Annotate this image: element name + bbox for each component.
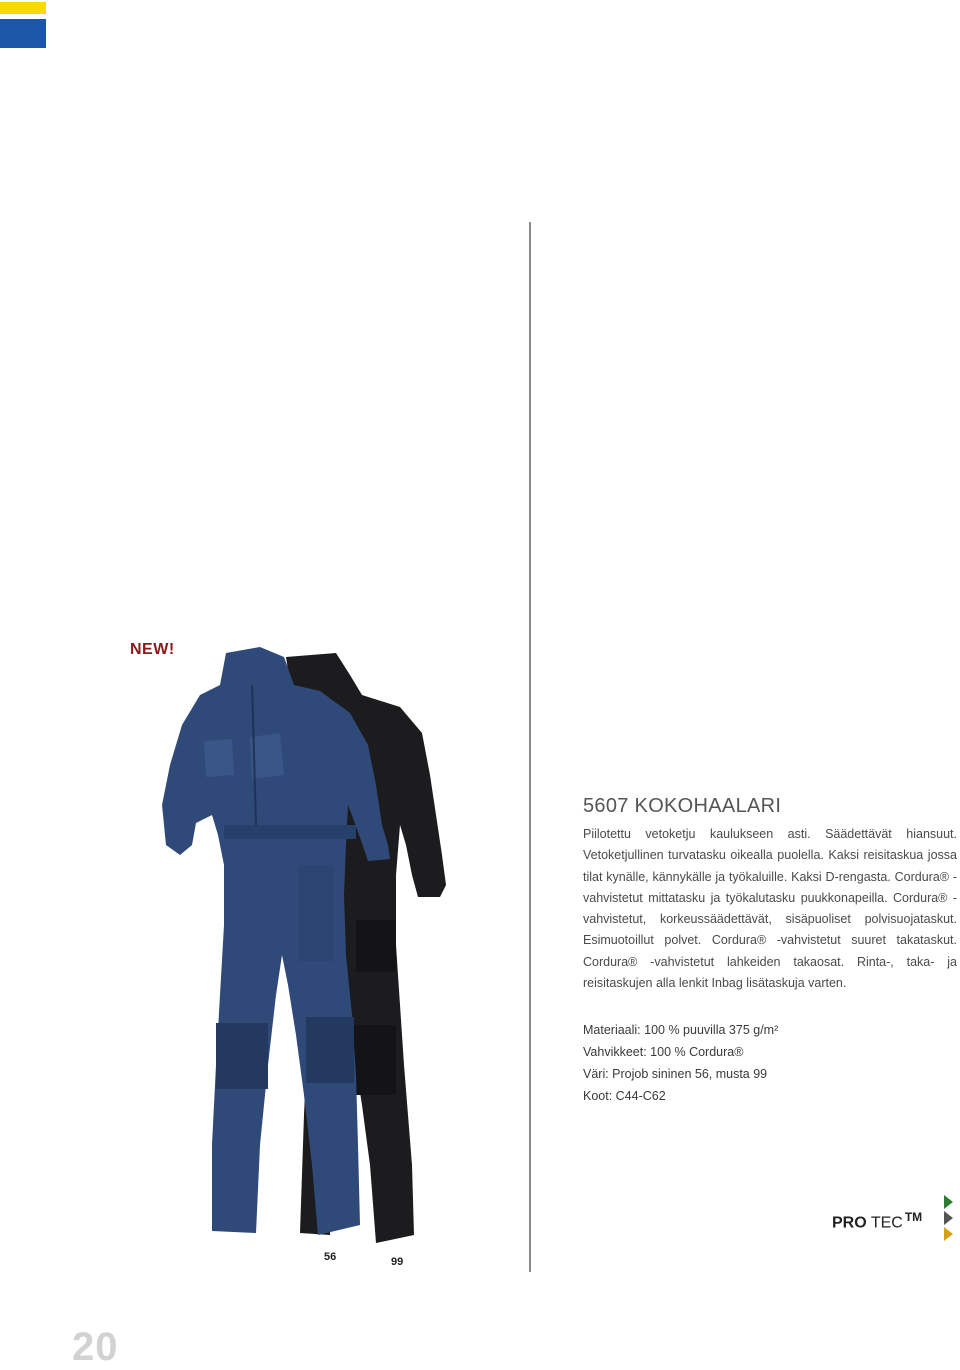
- spec-reinforcement: Vahvikkeet: 100 % Cordura®: [583, 1045, 744, 1059]
- flag-blue-stripe: [0, 19, 46, 48]
- page-number: 20: [72, 1325, 119, 1369]
- variant-code-99: 99: [391, 1256, 404, 1268]
- protec-triangle-icon: [942, 1193, 954, 1245]
- protec-trademark: TM: [904, 1210, 923, 1224]
- new-badge: NEW!: [130, 641, 175, 658]
- protec-pro: PRO: [832, 1214, 867, 1232]
- product-specs: [583, 1019, 943, 1107]
- flag-yellow-stripe: [0, 2, 46, 14]
- column-divider: [529, 222, 531, 1272]
- spec-sizes: Koot: C44-C62: [583, 1089, 666, 1103]
- protec-logo: [832, 1210, 922, 1232]
- spec-material: Materiaali: 100 % puuvilla 375 g/m²: [583, 1023, 779, 1037]
- product-description: Piilotettu vetoketju kaulukseen asti. Säädettävät hiansuut. Vetoketjullinen turvatasku oikealla puolella. Kaksi reisitaskua jossa tilat kynälle, kännykälle ja työkaluille. Kaksi D-rengasta. Cordura® -vahvistetut mittatasku ja työkalutasku puukkonapeilla. Cordura® -vahvistetut, korkeussäädettävät, sisäpuoliset polvisuojataskut. Esimuotoillut polvet. Cordura® -vahvistetut suuret takataskut. Cordura® -vahvistetut lahkeiden takaosat. Rinta-, taka- ja reisitaskujen alla lenkit Inbag lisätaskuja varten.: [583, 827, 957, 991]
- protec-tec: TEC: [870, 1214, 903, 1232]
- spec-color: Väri: Projob sininen 56, musta 99: [583, 1067, 768, 1081]
- product-title: 5607 KOKOHAALARI: [583, 795, 782, 818]
- coverall-image: [100, 645, 470, 1255]
- variant-code-56: 56: [324, 1251, 337, 1263]
